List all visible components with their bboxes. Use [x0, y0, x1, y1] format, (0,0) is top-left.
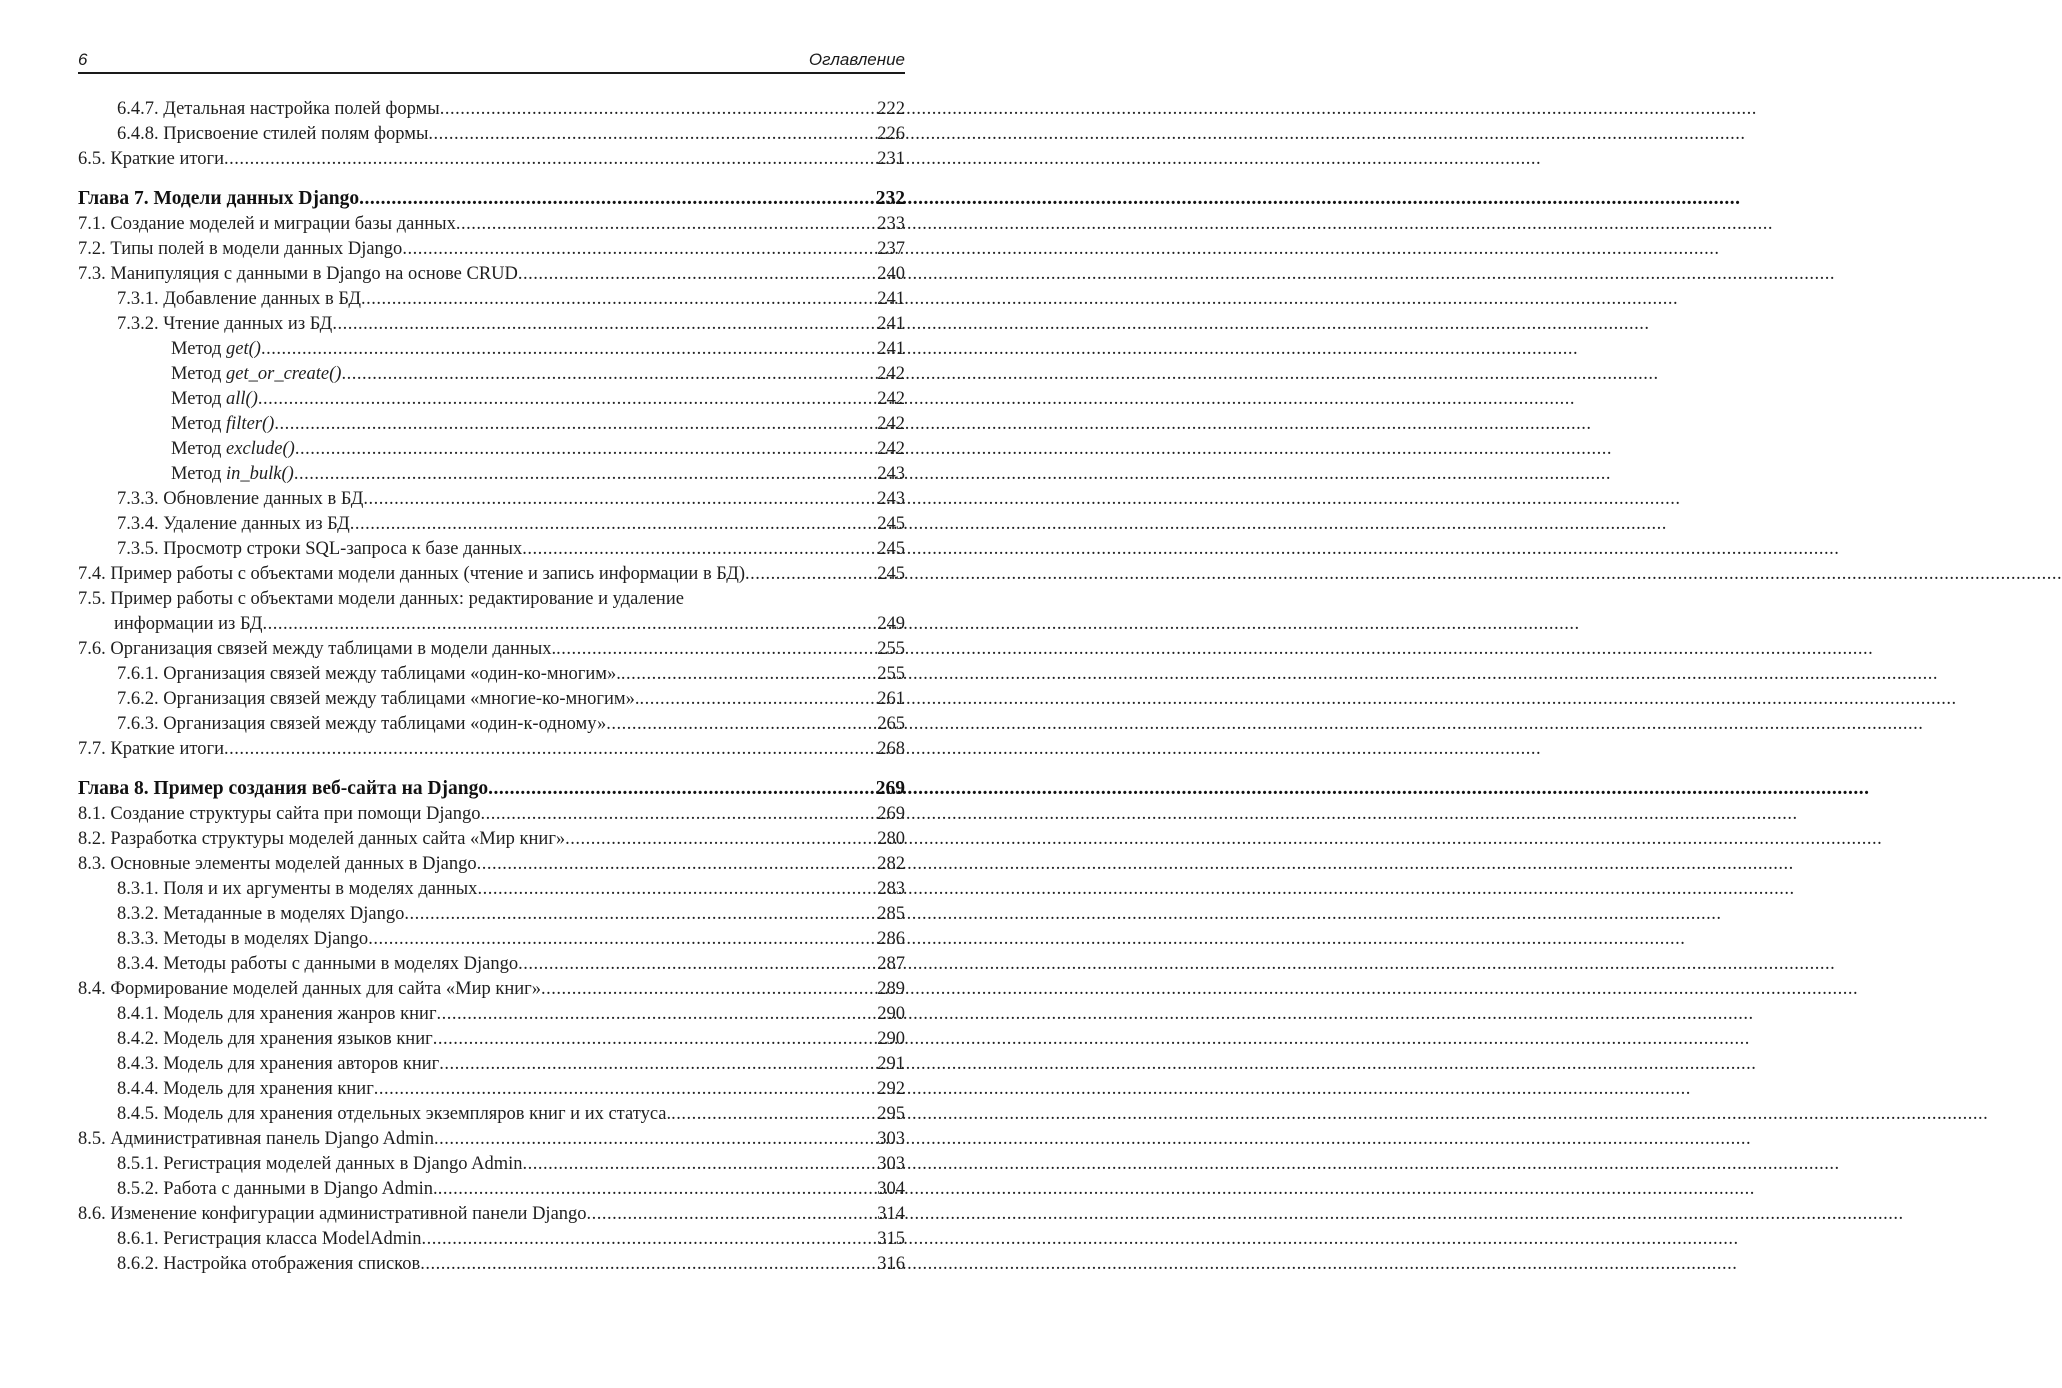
toc-entry-title: 7.5. Пример работы с объектами модели данных: редактирование и удаление	[78, 589, 684, 609]
toc-entry-text: 8.3.1. Поля и их аргументы в моделях данных	[117, 879, 478, 899]
toc-entry-page: 286	[877, 929, 905, 949]
book-page	[0, 0, 975, 1388]
toc-dot-leader	[606, 712, 876, 737]
toc-dot-leader	[671, 1102, 876, 1127]
toc-entry-page: 241	[877, 289, 905, 309]
toc-entry-text: Глава 8. Пример создания веб-сайта на Django	[78, 778, 489, 799]
toc-entry	[78, 1202, 905, 1227]
toc-entry-page: 222	[877, 99, 905, 119]
toc-entry-text: 8.2. Разработка структуры моделей данных сайта «Мир книг»	[78, 829, 566, 849]
toc-entry-text: 8.6.2. Настройка отображения списков	[117, 1254, 421, 1274]
toc-entry-title	[117, 877, 477, 902]
toc-method-name: in_bulk()	[226, 464, 294, 484]
toc-dot-leader	[477, 877, 876, 902]
toc-entry	[78, 147, 905, 172]
toc-method-name: get()	[226, 339, 261, 359]
toc-entry	[78, 122, 905, 147]
toc-entry-page: 231	[877, 149, 905, 169]
toc-entry-title	[117, 687, 639, 712]
toc-entry	[78, 312, 905, 337]
toc-entry-page: 232	[875, 188, 905, 209]
toc-entry-text: 7.3.3. Обновление данных в БД	[117, 489, 364, 509]
toc-entry	[78, 1027, 905, 1052]
toc-entry-page: 290	[877, 1029, 905, 1049]
toc-dot-leader	[350, 512, 877, 537]
toc-dot-leader	[368, 927, 876, 952]
toc-entry-title	[117, 1052, 439, 1077]
toc-entry-title	[78, 802, 480, 827]
toc-dot-leader	[341, 362, 876, 387]
toc-entry	[78, 802, 905, 827]
toc-entry-title	[78, 977, 541, 1002]
toc-entry-page: 249	[877, 614, 905, 634]
toc-entry-title	[78, 1127, 434, 1152]
toc-dot-leader	[374, 1077, 876, 1102]
toc-entry-page: 240	[877, 264, 905, 284]
toc-dot-leader	[404, 902, 876, 927]
page-number: 6	[78, 50, 88, 69]
toc-entry-page: 285	[877, 904, 905, 924]
toc-dot-leader	[587, 1202, 877, 1227]
toc-dot-leader	[440, 97, 877, 122]
toc-dot-leader	[295, 437, 876, 462]
toc-entry-title	[117, 902, 404, 927]
toc-entry	[78, 562, 905, 587]
toc-entry-text: 8.6.1. Регистрация класса ModelAdmin	[117, 1229, 422, 1249]
toc-entry-continuation	[78, 612, 905, 637]
toc-entry-page: 242	[877, 364, 905, 384]
toc-entry-title	[117, 1102, 671, 1127]
toc-entry-title	[117, 487, 363, 512]
toc-entry-text: 7.6. Организация связей между таблицами в модели данных.	[78, 639, 557, 659]
toc-entry-page: 269	[875, 778, 905, 799]
toc-entry	[78, 262, 905, 287]
toc-entry-title	[78, 1202, 587, 1227]
toc-entry-title	[78, 212, 456, 237]
toc-method-name: exclude()	[226, 439, 295, 459]
table-of-contents	[78, 97, 905, 1277]
toc-entry	[78, 1052, 905, 1077]
toc-entry-page: 245	[877, 539, 905, 559]
toc-entry-title	[117, 927, 368, 952]
toc-dot-leader	[434, 1127, 876, 1152]
toc-entry	[78, 412, 905, 437]
toc-dot-leader	[428, 122, 876, 147]
toc-entry-page: 303	[877, 1154, 905, 1174]
toc-entry-text: 7.3.1. Добавление данных в БД	[117, 289, 361, 309]
toc-entry-page: 280	[877, 829, 905, 849]
toc-entry-text: 8.5. Административная панель Django Admin	[78, 1129, 434, 1149]
running-head: Оглавление	[808, 50, 905, 69]
toc-dot-leader	[556, 637, 876, 662]
toc-entry-title	[171, 337, 261, 362]
toc-dot-leader	[433, 1027, 877, 1052]
toc-entry-title	[171, 387, 258, 412]
toc-entry	[78, 687, 905, 712]
toc-entry-text: 8.3.4. Методы работы с данными в моделях Django	[117, 954, 519, 974]
toc-entry	[78, 537, 905, 562]
toc-entry	[78, 212, 905, 237]
toc-entry-page: 226	[877, 124, 905, 144]
toc-dot-leader	[332, 312, 876, 337]
toc-entry-text: Метод	[171, 389, 227, 409]
toc-entry	[78, 902, 905, 927]
toc-dot-leader	[480, 802, 876, 827]
toc-chapter	[78, 776, 905, 802]
toc-entry-title	[117, 1177, 438, 1202]
toc-entry	[78, 487, 905, 512]
toc-dot-leader	[402, 237, 876, 262]
toc-dot-leader	[639, 687, 876, 712]
page-header	[78, 48, 905, 74]
toc-entry-text: Метод	[171, 339, 227, 359]
toc-entry-title	[78, 852, 477, 877]
toc-entry	[78, 952, 905, 977]
toc-dot-leader	[438, 1177, 877, 1202]
toc-chapter	[78, 186, 905, 212]
toc-entry-text: 7.4. Пример работы с объектами модели данных (чтение и запись информации в БД)	[78, 564, 746, 584]
toc-entry	[78, 877, 905, 902]
toc-dot-leader	[274, 412, 876, 437]
toc-entry	[78, 437, 905, 462]
toc-dot-leader	[363, 487, 876, 512]
toc-entry-title	[117, 662, 621, 687]
toc-entry-page: 242	[877, 414, 905, 434]
toc-entry-page: 268	[877, 739, 905, 759]
toc-entry	[78, 852, 905, 877]
toc-entry-text: 6.5. Краткие итоги	[78, 149, 224, 169]
toc-dot-leader	[294, 462, 876, 487]
toc-entry-page: 269	[877, 804, 905, 824]
toc-entry-text: 8.3.2. Метаданные в моделях Django	[117, 904, 405, 924]
toc-entry-text: Метод	[171, 364, 227, 384]
toc-entry-text: Метод	[171, 414, 227, 434]
toc-entry-text: 6.4.8. Присвоение стилей полям формы	[117, 124, 429, 144]
toc-entry	[78, 1002, 905, 1027]
toc-entry-title	[117, 1027, 433, 1052]
toc-entry-page: 241	[877, 339, 905, 359]
toc-dot-leader	[522, 537, 876, 562]
toc-entry	[78, 337, 905, 362]
toc-dot-leader	[745, 562, 876, 587]
toc-entry	[78, 1227, 905, 1252]
toc-entry	[78, 637, 905, 662]
toc-dot-leader	[261, 337, 876, 362]
toc-entry-text: Метод	[171, 464, 227, 484]
toc-entry-text: 8.4. Формирование моделей данных для сайта «Мир книг»	[78, 979, 541, 999]
toc-entry	[78, 287, 905, 312]
toc-dot-leader	[522, 1152, 876, 1177]
toc-entry-title	[117, 512, 350, 537]
toc-dot-leader	[420, 1252, 876, 1277]
toc-entry-title	[78, 637, 556, 662]
toc-entry-title	[78, 262, 518, 287]
toc-entry-title	[171, 412, 274, 437]
toc-entry	[78, 587, 905, 612]
toc-entry-page: 242	[877, 389, 905, 409]
toc-entry-text: Метод	[171, 439, 227, 459]
toc-entry	[78, 237, 905, 262]
toc-entry-page: 316	[877, 1254, 905, 1274]
toc-entry-text: 7.6.1. Организация связей между таблицами «один-ко-многим».	[117, 664, 621, 684]
toc-dot-leader	[359, 186, 875, 212]
toc-entry-text: 8.5.2. Работа с данными в Django Admin.	[117, 1179, 438, 1199]
toc-entry-title	[171, 362, 341, 387]
toc-entry-text: 7.1. Создание моделей и миграции базы данных	[78, 214, 456, 234]
toc-dot-leader	[224, 147, 876, 172]
toc-entry-title	[117, 122, 428, 147]
toc-entry-page: 255	[877, 664, 905, 684]
toc-entry-page: 292	[877, 1079, 905, 1099]
toc-entry-text: 8.4.5. Модель для хранения отдельных экземпляров книг и их статуса.	[117, 1104, 672, 1124]
toc-dot-leader	[439, 1052, 876, 1077]
toc-method-name: filter()	[226, 414, 275, 434]
toc-entry-page: 261	[877, 689, 905, 709]
toc-entry	[78, 977, 905, 1002]
toc-entry-page: 243	[877, 489, 905, 509]
toc-entry-page: 243	[877, 464, 905, 484]
toc-entry-text: 7.7. Краткие итоги	[78, 739, 224, 759]
toc-entry-title	[78, 147, 224, 172]
toc-chapter-title	[78, 186, 359, 212]
toc-entry-page: 233	[877, 214, 905, 234]
toc-entry-title	[171, 462, 294, 487]
toc-dot-leader	[488, 776, 875, 802]
toc-dot-leader	[477, 852, 877, 877]
toc-entry-title	[117, 312, 332, 337]
toc-entry-title	[117, 1077, 374, 1102]
toc-entry-title	[117, 537, 522, 562]
toc-chapter-title	[78, 776, 488, 802]
toc-entry-page: 315	[877, 1229, 905, 1249]
toc-entry-page: 291	[877, 1054, 905, 1074]
toc-entry-text: Глава 7. Модели данных Django	[78, 188, 360, 209]
toc-entry-page: 289	[877, 979, 905, 999]
toc-entry-text: 6.4.7. Детальная настройка полей формы	[117, 99, 440, 119]
toc-entry-title	[171, 437, 295, 462]
toc-entry	[78, 362, 905, 387]
toc-entry-page: 303	[877, 1129, 905, 1149]
toc-entry	[78, 737, 905, 762]
toc-dot-leader	[518, 262, 876, 287]
toc-entry-text: 8.4.1. Модель для хранения жанров книг	[117, 1004, 437, 1024]
toc-entry-text: 7.3.5. Просмотр строки SQL-запроса к базе данных	[117, 539, 523, 559]
toc-entry	[78, 97, 905, 122]
toc-dot-leader	[422, 1227, 877, 1252]
toc-entry-page: 245	[877, 514, 905, 534]
toc-entry-title	[117, 287, 361, 312]
toc-entry	[78, 712, 905, 737]
toc-method-name: all()	[226, 389, 258, 409]
toc-entry-page: 283	[877, 879, 905, 899]
toc-entry-title	[78, 827, 565, 852]
toc-entry-page: 287	[877, 954, 905, 974]
toc-entry-page: 255	[877, 639, 905, 659]
toc-entry-text: 8.4.2. Модель для хранения языков книг	[117, 1029, 433, 1049]
toc-entry	[78, 512, 905, 537]
toc-entry	[78, 662, 905, 687]
toc-dot-leader	[565, 827, 876, 852]
toc-dot-leader	[258, 387, 876, 412]
toc-entry	[78, 1177, 905, 1202]
toc-entry-text: 8.6. Изменение конфигурации административной панели Django	[78, 1204, 587, 1224]
toc-entry-page: 241	[877, 314, 905, 334]
toc-entry-page: 237	[877, 239, 905, 259]
toc-entry-text: 8.3. Основные элементы моделей данных в Django	[78, 854, 477, 874]
toc-entry-title	[117, 97, 440, 122]
toc-entry-text: 8.1. Создание структуры сайта при помощи Django	[78, 804, 481, 824]
toc-entry-page: 265	[877, 714, 905, 734]
toc-entry-text: 7.2. Типы полей в модели данных Django	[78, 239, 403, 259]
toc-entry-text: 8.3.3. Методы в моделях Django	[117, 929, 369, 949]
toc-entry-page: 295	[877, 1104, 905, 1124]
toc-entry-text: 8.5.1. Регистрация моделей данных в Django Admin	[117, 1154, 523, 1174]
toc-dot-leader	[456, 212, 876, 237]
toc-entry-title	[78, 737, 224, 762]
toc-entry-title-continued: информации из БД	[114, 614, 263, 634]
toc-entry-page: 314	[877, 1204, 905, 1224]
toc-entry	[78, 387, 905, 412]
toc-entry	[78, 827, 905, 852]
toc-entry-title	[117, 712, 606, 737]
toc-entry	[78, 462, 905, 487]
toc-entry-title	[117, 1252, 420, 1277]
toc-dot-leader	[263, 612, 877, 637]
toc-dot-leader	[361, 287, 876, 312]
toc-entry-text: 7.3.2. Чтение данных из БД	[117, 314, 333, 334]
toc-entry	[78, 1077, 905, 1102]
toc-entry	[78, 1252, 905, 1277]
toc-entry	[78, 1127, 905, 1152]
toc-entry	[78, 1152, 905, 1177]
toc-dot-leader	[541, 977, 876, 1002]
toc-entry-title	[78, 562, 745, 587]
toc-entry-page: 304	[877, 1179, 905, 1199]
toc-entry-page: 245	[877, 564, 905, 584]
toc-entry-page: 282	[877, 854, 905, 874]
toc-entry-title	[117, 1227, 422, 1252]
toc-dot-leader	[518, 952, 876, 977]
toc-entry-title	[117, 1152, 522, 1177]
toc-entry-text: 7.6.2. Организация связей между таблицами «многие-ко-многим».	[117, 689, 640, 709]
toc-method-name: get_or_create()	[226, 364, 342, 384]
toc-entry	[78, 927, 905, 952]
toc-entry-title	[117, 1002, 437, 1027]
toc-entry-title	[78, 237, 402, 262]
toc-dot-leader	[621, 662, 876, 687]
toc-dot-leader	[437, 1002, 877, 1027]
toc-entry-title	[117, 952, 518, 977]
toc-entry-page: 290	[877, 1004, 905, 1024]
toc-entry-text: 7.3.4. Удаление данных из БД	[117, 514, 350, 534]
toc-entry-text: 7.3. Манипуляция с данными в Django на основе CRUD	[78, 264, 518, 284]
toc-entry-text: 7.6.3. Организация связей между таблицами «один-к-одному»	[117, 714, 607, 734]
toc-entry-text: 8.4.3. Модель для хранения авторов книг	[117, 1054, 440, 1074]
toc-entry-text: 8.4.4. Модель для хранения книг	[117, 1079, 374, 1099]
toc-dot-leader	[224, 737, 876, 762]
toc-entry	[78, 1102, 905, 1127]
toc-entry-page: 242	[877, 439, 905, 459]
